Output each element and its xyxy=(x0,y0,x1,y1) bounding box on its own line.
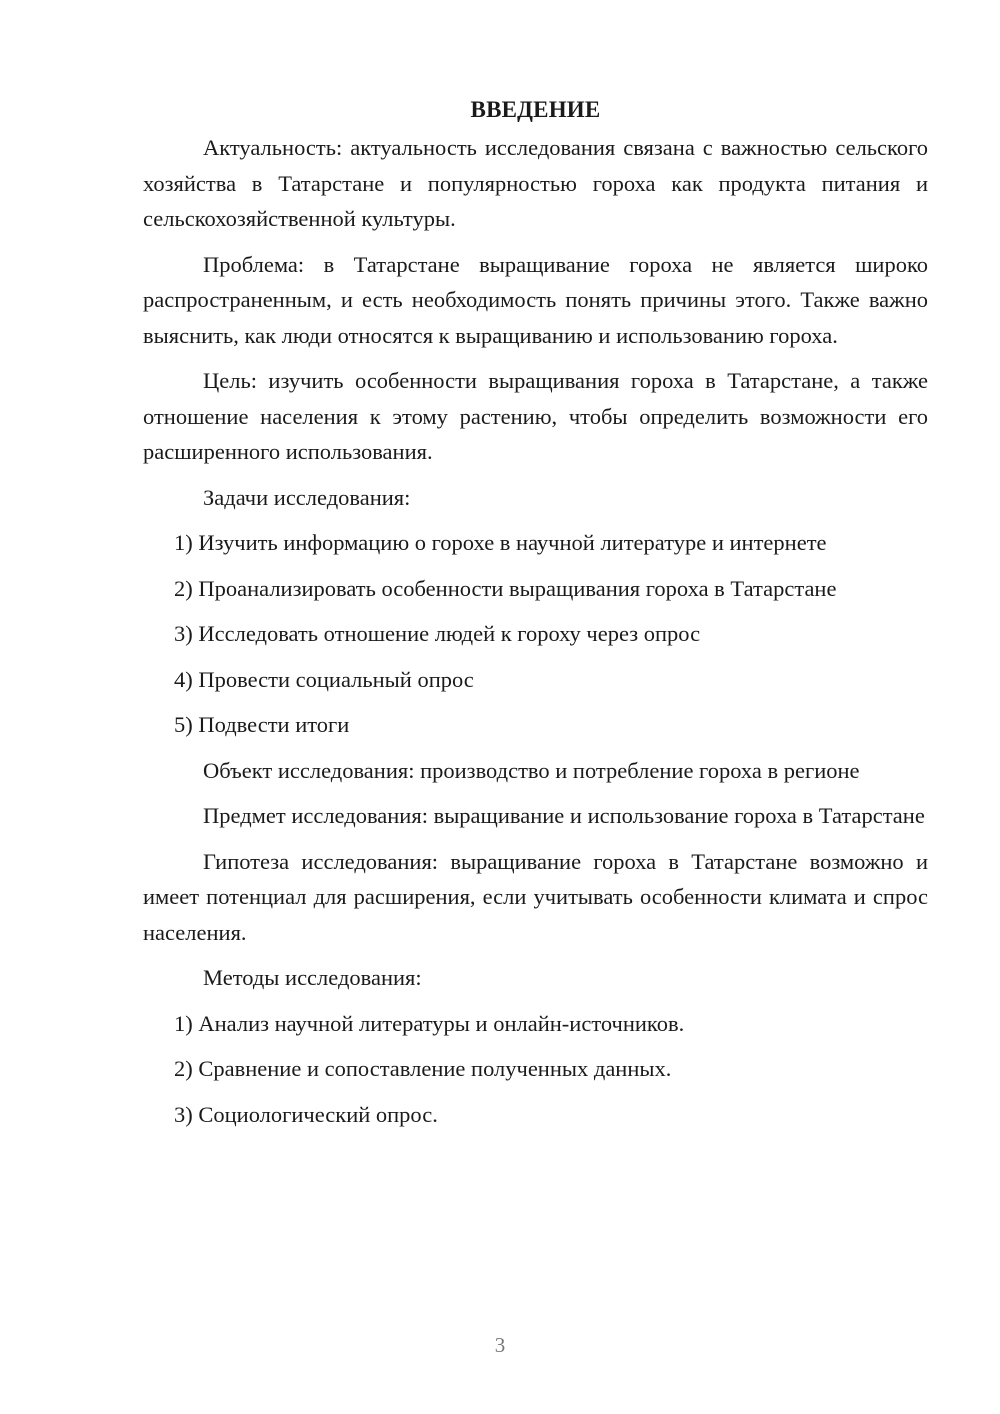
list-item: 5) Подвести итоги xyxy=(174,712,350,737)
object-paragraph: Объект исследования: производство и потребление гороха в регионе xyxy=(203,757,860,783)
tasks-list xyxy=(143,525,928,743)
actuality-paragraph: Актуальность: актуальность исследования связана с важностью сельского хозяйства в Татарстане и популярностью гороха как продукта питания и сельскохозяйственной культуры. xyxy=(143,135,928,231)
tasks-heading: Задачи исследования: xyxy=(203,484,411,510)
page-number: 3 xyxy=(494,1333,506,1357)
list-item: 1) Изучить информацию о горохе в научной литературе и интернете xyxy=(174,530,827,555)
list-item: 3) Исследовать отношение людей к гороху через опрос xyxy=(174,621,701,646)
goal-paragraph: Цель: изучить особенности выращивания гороха в Татарстане, а также отношение населения к этому растению, чтобы определить возможности его расширенного использования. xyxy=(143,368,928,464)
problem-paragraph: Проблема: в Татарстане выращивание гороха не является широко распространенным, и есть необходимость понять причины этого. Также важно выяснить, как люди относятся к выращиванию и использованию гороха. xyxy=(143,251,928,348)
subject-paragraph: Предмет исследования: выращивание и использование гороха в Татарстане xyxy=(203,803,925,828)
list-item: 4) Провести социальный опрос xyxy=(174,666,474,692)
list-item: 2) Проанализировать особенности выращивания гороха в Татарстане xyxy=(174,575,837,601)
list-item: 1) Анализ научной литературы и онлайн-источников. xyxy=(174,1010,685,1036)
methods-heading: Методы исследования: xyxy=(203,965,422,990)
methods-list xyxy=(143,1006,928,1133)
section-title: ВВЕДЕНИЕ xyxy=(470,97,601,122)
hypothesis-paragraph: Гипотеза исследования: выращивание гороха в Татарстане возможно и имеет потенциал для расширения, если учитывать особенности климата и спрос населения. xyxy=(143,848,928,945)
list-item: 3) Социологический опрос. xyxy=(174,1101,438,1127)
document-page xyxy=(143,90,928,1142)
list-item: 2) Сравнение и сопоставление полученных данных. xyxy=(174,1056,672,1081)
